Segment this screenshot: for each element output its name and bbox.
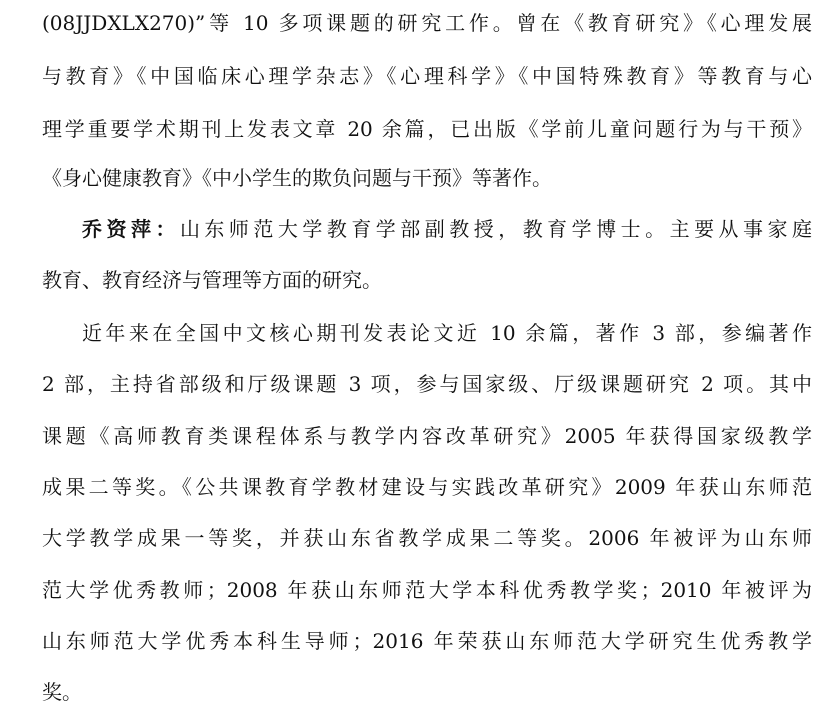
paragraph-3-line-2: 2 部，主持省部级和厅级课题 3 项，参与国家级、厅级课题研究 2 项。其中 bbox=[42, 372, 812, 396]
paragraph-3-line-7: 山东师范大学优秀本科生导师；2016 年荣获山东师范大学研究生优秀教学 bbox=[42, 629, 812, 653]
paragraph-3-line-6: 范大学优秀教师；2008 年获山东师范大学本科优秀教学奖；2010 年被评为 bbox=[42, 578, 812, 602]
paragraph-3-line-1: 近年来在全国中文核心期刊发表论文近 10 余篇，著作 3 部，参编著作 bbox=[82, 321, 812, 345]
paragraph-3-line-5: 大学教学成果一等奖，并获山东省教学成果二等奖。2006 年被评为山东师 bbox=[42, 526, 812, 550]
paragraph-3-line-4: 成果二等奖。《公共课教育学教材建设与实践改革研究》2009 年获山东师范 bbox=[42, 475, 812, 499]
paragraph-2-line-2: 教育、教育经济与管理等方面的研究。 bbox=[42, 268, 382, 292]
paragraph-3-line-8: 奖。 bbox=[42, 680, 82, 704]
paragraph-1-line-4: 《身心健康教育》《中小学生的欺负问题与干预》等著作。 bbox=[42, 166, 552, 190]
paragraph-2-line-1 bbox=[82, 214, 812, 244]
paragraph-3-line-3: 课题《高师教育类课程体系与教学内容改革研究》2005 年获得国家级教学 bbox=[42, 424, 812, 448]
paragraph-1-line-1: (08JJDXLX270)”等 10 多项课题的研究工作。曾在《教育研究》《心理发展 bbox=[42, 11, 812, 35]
person-title: 山东师范大学教育学部副教授，教育学博士。主要从事家庭 bbox=[179, 217, 812, 241]
paragraph-1-line-2: 与教育》《中国临床心理学杂志》《心理科学》《中国特殊教育》等教育与心 bbox=[42, 64, 812, 88]
paragraph-1-line-3: 理学重要学术期刊上发表文章 20 余篇，已出版《学前儿童问题行为与干预》 bbox=[42, 117, 812, 141]
person-name: 乔资萍： bbox=[82, 217, 180, 241]
